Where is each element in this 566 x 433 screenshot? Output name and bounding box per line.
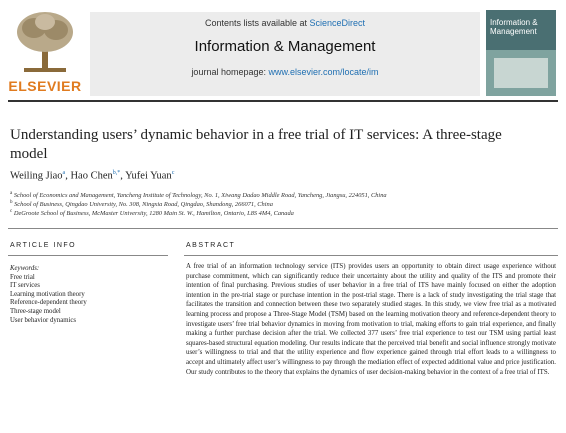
journal-banner bbox=[90, 12, 480, 96]
elsevier-logo[interactable] bbox=[8, 10, 82, 94]
journal-header bbox=[8, 8, 558, 96]
affiliation: $^b$ School of Business, Qingdao University, No. 308, Ningxia Road, Qingdao, Shandong, 266071, China bbox=[10, 200, 273, 209]
contents-line: Contents lists available at ScienceDirect bbox=[204, 18, 366, 28]
cover-title: Information & Management bbox=[490, 18, 538, 36]
article-title: Understanding users’ dynamic behavior in a free trial of IT services: A three-stage model bbox=[10, 127, 502, 162]
journal-cover-image[interactable] bbox=[486, 10, 556, 96]
author-name[interactable]: Hao Chen bbox=[70, 170, 113, 182]
publisher-name: ELSEVIER bbox=[8, 78, 82, 94]
author-name[interactable]: Weiling Jiao bbox=[10, 170, 63, 182]
sciencedirect-link[interactable]: ScienceDirect bbox=[309, 18, 366, 28]
divider bbox=[184, 255, 558, 256]
keyword: Free trial bbox=[10, 273, 35, 281]
keywords-list bbox=[10, 265, 170, 325]
author-name[interactable]: Yufei Yuan bbox=[125, 170, 172, 182]
journal-name[interactable]: Information & Management bbox=[194, 38, 376, 55]
affiliation: $^c$ DeGroote School of Business, McMaster University, 1280 Main St. W., Hamilton, Ontario, L8S 4M4, Canada bbox=[10, 209, 294, 218]
author-list: Weiling Jiao$^a$, Hao Chen$^{b,*}$, Yufei Yuan$^c$ bbox=[10, 170, 175, 182]
keyword: Three-stage model bbox=[10, 307, 61, 315]
homepage-link[interactable]: www.elsevier.com/locate/im bbox=[268, 67, 379, 77]
article-info-heading: ARTICLE INFO bbox=[10, 242, 77, 249]
keyword: IT services bbox=[10, 282, 40, 290]
abstract-text: A free trial of an information technology service (ITS) provides users an opportunity to obtain direct usage experience without purchase commitment, which can significantly reduce their uncertainty about the utility and quality of the ITS and promote their intention of final purchasing. Previous studies of user behavior in a free trial of ITS have mainly focused on either the adoption intention in the pre-trial stage or purchase intention in the post-trial stage. There is a lack of study investigating the trial stage that facilitates the transition and connection between these two separately studied stages. In this study, we view free trial as a motivated learning process and propose a Three-Stage Model (TSM) based on the learning motivation theory and reference-dependent theory to investigate users’ free trial behavior dynamics in moving from motivation to trial, making efforts to gain trial experience, and finally making a further purchase decision after the trial. We collected 377 users’ free trial experience to test our TSM using partial least squares-based structural equation modeling. Our results indicate that the perceived trial benefit and social influence strongly motivate user’s willingness to trial and that the utility experience and flow experience gained through trial effort leads to a willingness to accept and ultimately affect user’s willingness to pay through the mediation effect of expected additional value and price justification. Our study contributes to the theory that explains the dynamics of user decision-making behavior in the context of a free trial of ITS. bbox=[186, 263, 556, 376]
keywords-label: Keywords: bbox=[10, 265, 40, 272]
keyword: User behavior dynamics bbox=[10, 316, 77, 324]
divider bbox=[8, 228, 558, 229]
header-rule bbox=[8, 100, 558, 102]
divider bbox=[8, 255, 168, 256]
affiliation: $^a$ School of Economics and Management, Yancheng Institute of Technology, No. 1, Xiwang Dadao Middle Road, Yancheng, Jiangsu, 224051, China bbox=[10, 191, 387, 200]
abstract-heading: ABSTRACT bbox=[186, 242, 236, 249]
homepage-line: journal homepage: www.elsevier.com/locate/im bbox=[191, 67, 379, 77]
keyword: Reference-dependent theory bbox=[10, 299, 87, 307]
keyword: Learning motivation theory bbox=[10, 290, 85, 298]
elsevier-tree-icon bbox=[14, 10, 76, 74]
